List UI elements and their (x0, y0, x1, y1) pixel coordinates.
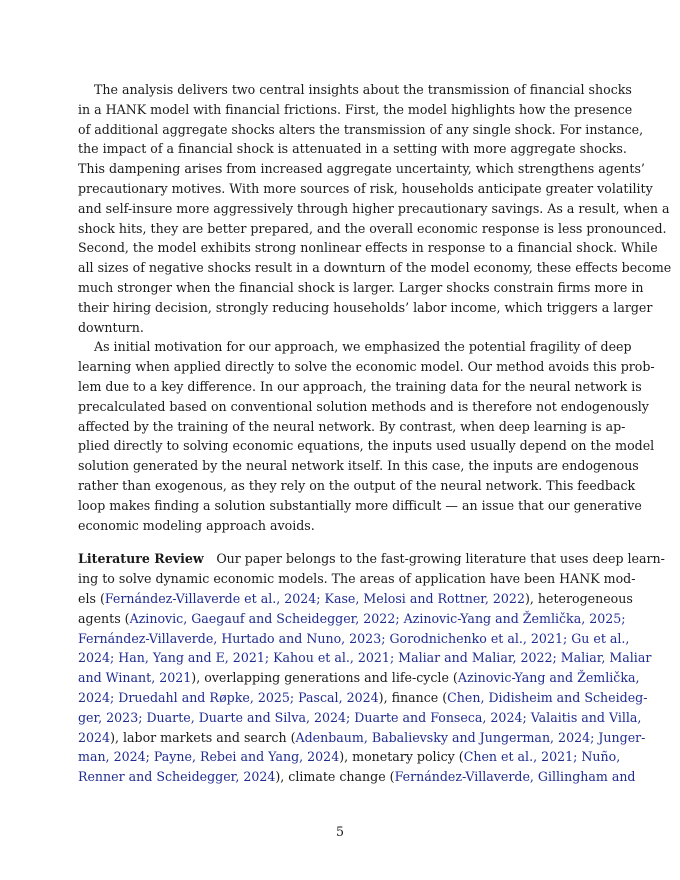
text-line: much stronger when the financial shock is larger. Larger shocks constrain firms more in (78, 279, 644, 295)
text-fragment: ing to solve dynamic economic models. The areas of application have been HANK mod- (78, 571, 636, 587)
citation-link[interactable]: Fernández-Villaverde, Hurtado and Nuno, 2023; Gorodnichenko et al., 2021; Gu et al., (78, 630, 630, 646)
citation-link[interactable]: Fernández-Villaverde et al., 2024; Kase, Melosi and Rottner, 2022 (104, 590, 525, 606)
text-line: and self-insure more aggressively through higher precautionary savings. As a result, when a (78, 200, 670, 216)
text-line: economic modeling approach avoids. (78, 517, 315, 533)
text-line (78, 549, 665, 569)
text-line: affected by the training of the neural network. By contrast, when deep learning is ap- (78, 418, 626, 434)
section-heading: Literature Review (78, 551, 204, 567)
body-text (78, 80, 672, 787)
paragraph-gap (78, 535, 601, 549)
text-line (78, 648, 652, 668)
page-number: 5 (335, 824, 344, 839)
text-line (78, 708, 642, 728)
text-line (78, 629, 630, 649)
text-line: in a HANK model with financial frictions. First, the model highlights how the presence (78, 101, 633, 117)
text-line (78, 767, 636, 787)
text-line: precalculated based on conventional solution methods and is therefore not endogenously (78, 398, 649, 414)
text-line: This dampening arises from increased aggregate uncertainty, which strengthens agents’ (78, 161, 645, 177)
citation-link[interactable]: 2024; Druedahl and Røpke, 2025; Pascal, 2024 (78, 689, 379, 705)
paragraph-motivation (78, 337, 655, 535)
text-line (78, 609, 626, 629)
text-fragment: ), heterogeneous (524, 590, 633, 606)
citation-link[interactable]: 2024 (78, 729, 111, 745)
paragraph-literature-review (78, 549, 665, 787)
paragraph-findings (78, 80, 672, 337)
citation-link[interactable]: Azinovic, Gaegauf and Scheidegger, 2022; Azinovic-Yang and Žemlička, 2025; (129, 610, 626, 626)
text-line (78, 747, 621, 767)
citation-link[interactable]: Fernández-Villaverde, Gillingham and (394, 769, 636, 785)
text-line (78, 569, 636, 589)
text-line: Second, the model exhibits strong nonlinear effects in response to a financial shock. While (78, 240, 658, 256)
text-line: plied directly to solving economic equations, the inputs used usually depend on the model (78, 438, 655, 454)
text-line: learning when applied directly to solve the economic model. Our method avoids this prob- (78, 359, 655, 375)
text-line (78, 688, 648, 708)
text-line: of additional aggregate shocks alters the transmission of any single shock. For instance, (78, 121, 644, 137)
text-fragment: ), overlapping generations and life-cycle ( (191, 670, 458, 686)
text-fragment: ), climate change ( (275, 769, 395, 785)
text-line (78, 668, 640, 688)
text-line: solution generated by the neural network itself. In this case, the inputs are endogenous (78, 458, 639, 474)
text-line: the impact of a financial shock is attenuated in a setting with more aggregate shocks. (78, 141, 627, 157)
text-line: rather than exogenous, as they rely on the output of the neural network. This feedback (78, 477, 636, 493)
text-line: loop makes finding a solution substantially more difficult — an issue that our generative (78, 497, 642, 513)
text-fragment: ), monetary policy ( (339, 749, 464, 765)
text-line: their hiring decision, strongly reducing households’ labor income, which triggers a larger (78, 299, 653, 315)
citation-link[interactable]: 2024; Han, Yang and E, 2021; Kahou et al., 2021; Maliar and Maliar, 2022; Maliar, Maliar (78, 650, 652, 666)
text-fragment: els ( (78, 590, 105, 606)
text-line (78, 589, 633, 609)
text-fragment: ), finance ( (378, 689, 448, 705)
text-fragment: Our paper belongs to the fast-growing literature that uses deep learn- (216, 551, 665, 567)
citation-link[interactable]: Renner and Scheidegger, 2024 (78, 769, 276, 785)
text-line: precautionary motives. With more sources of risk, households anticipate greater volatility (78, 180, 653, 196)
text-line (78, 728, 646, 748)
citation-link[interactable]: Chen, Didisheim and Scheideg- (447, 689, 648, 705)
citation-link[interactable]: man, 2024; Payne, Rebei and Yang, 2024 (78, 749, 340, 765)
text-line: downturn. (78, 319, 144, 335)
text-line: As initial motivation for our approach, we emphasized the potential fragility of deep (94, 339, 632, 355)
text-line: lem due to a key difference. In our approach, the training data for the neural network is (78, 378, 642, 394)
text-line: shock hits, they are better prepared, and the overall economic response is less pronounced. (78, 220, 667, 236)
citation-link[interactable]: ger, 2023; Duarte, Duarte and Silva, 2024; Duarte and Fonseca, 2024; Valaitis and Villa, (78, 709, 642, 725)
text-line: all sizes of negative shocks result in a downturn of the model economy, these effects become (78, 260, 672, 276)
citation-link[interactable]: Adenbaum, Babalievsky and Jungerman, 2024; Junger- (295, 729, 646, 745)
text-fragment: ), labor markets and search ( (110, 729, 296, 745)
citation-link[interactable]: Chen et al., 2021; Nuño, (463, 749, 621, 765)
text-fragment: agents ( (78, 610, 130, 626)
citation-link[interactable]: and Winant, 2021 (78, 670, 192, 686)
citation-link[interactable]: Azinovic-Yang and Žemlička, (457, 670, 640, 686)
text-line: The analysis delivers two central insights about the transmission of financial shocks (94, 82, 632, 97)
